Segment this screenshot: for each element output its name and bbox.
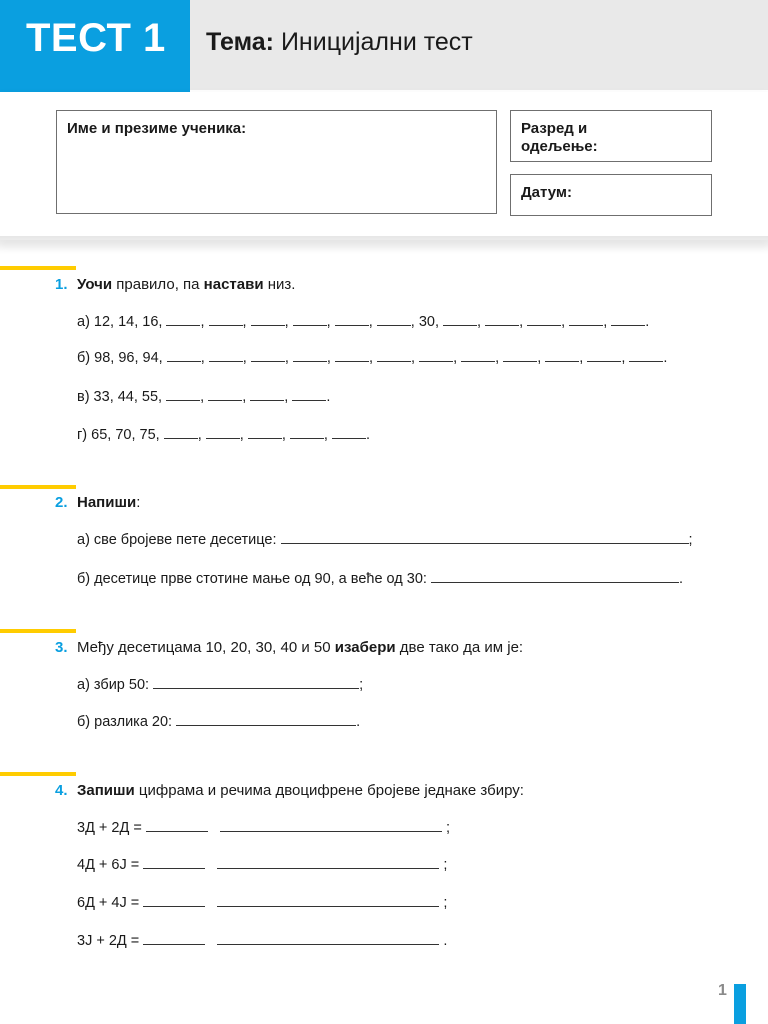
- words-blank[interactable]: [217, 933, 439, 945]
- answer-blank[interactable]: [209, 314, 243, 326]
- answer-blank[interactable]: [208, 389, 242, 401]
- digits-blank[interactable]: [143, 895, 205, 907]
- test-label: ТЕСТ 1: [26, 16, 166, 60]
- answer-blank[interactable]: [166, 314, 200, 326]
- q1-verb-1: Уочи: [77, 276, 113, 293]
- answer-blank[interactable]: [335, 314, 369, 326]
- answer-blank[interactable]: [611, 314, 645, 326]
- words-blank[interactable]: [217, 895, 439, 907]
- q4-verb: Запиши: [77, 782, 135, 799]
- test-badge: [0, 0, 190, 92]
- answer-blank[interactable]: [153, 677, 359, 689]
- answer-blank[interactable]: [164, 427, 198, 439]
- q2-prompt: [77, 494, 140, 511]
- answer-blank[interactable]: [293, 350, 327, 362]
- q1-marker: [0, 266, 76, 270]
- answer-blank[interactable]: [419, 350, 453, 362]
- q2-colon: :: [136, 494, 141, 511]
- date-label: Датум:: [521, 184, 572, 201]
- q1-a-mid: 30,: [418, 314, 444, 330]
- digits-blank[interactable]: [146, 820, 208, 832]
- answer-blank[interactable]: [335, 350, 369, 362]
- q3-marker: [0, 629, 76, 633]
- q2-b-label: б) десетице прве стотине мање од 90, а веће од 30:: [77, 571, 431, 587]
- q1-d-label: г) 65, 70, 75,: [77, 427, 164, 443]
- answer-blank[interactable]: [377, 350, 411, 362]
- q1-prompt: [77, 276, 295, 293]
- q1-row-d: г) 65, 70, 75, , , , , .: [77, 427, 370, 443]
- answer-blank[interactable]: [290, 427, 324, 439]
- page-number-bar: [734, 984, 746, 1024]
- q2-marker: [0, 485, 76, 489]
- answer-blank[interactable]: [167, 350, 201, 362]
- q3-text-1: Међу десетицама 10, 20, 30, 40 и 50: [77, 639, 335, 656]
- q4-r3-label: 6Д + 4Ј =: [77, 895, 144, 911]
- q4-row-2: 4Д + 6Ј = ;: [77, 857, 448, 873]
- answer-blank[interactable]: [527, 314, 561, 326]
- q2-row-a: а) све бројеве пете десетице: ;: [77, 532, 693, 548]
- q1-row-b: б) 98, 96, 94, , , , , , , , , , , , .: [77, 350, 668, 366]
- topic-title: [206, 28, 473, 57]
- answer-blank[interactable]: [485, 314, 519, 326]
- q3-row-b: б) разлика 20: .: [77, 714, 361, 730]
- q2-verb: Напиши: [77, 494, 137, 511]
- digits-blank[interactable]: [143, 933, 205, 945]
- q3-b-label: б) разлика 20:: [77, 714, 177, 730]
- answer-blank[interactable]: [251, 350, 285, 362]
- q1-a-label: а) 12, 14, 16,: [77, 314, 167, 330]
- q1-row-c: в) 33, 44, 55, , , , .: [77, 389, 331, 405]
- q1-row-a: а) 12, 14, 16, , , , , , , 30, , , , , .: [77, 314, 650, 330]
- answer-blank[interactable]: [166, 389, 200, 401]
- q4-prompt: [77, 782, 524, 799]
- q1-number: 1.: [55, 276, 68, 293]
- q3-row-a: а) збир 50: ;: [77, 677, 364, 693]
- answer-blank[interactable]: [176, 714, 356, 726]
- topic-value: Иницијални тест: [280, 28, 473, 56]
- q3-prompt: [77, 639, 523, 656]
- card-shadow: [0, 236, 768, 254]
- class-label: [521, 120, 598, 156]
- q1-b-label: б) 98, 96, 94,: [77, 350, 167, 366]
- answer-blank[interactable]: [292, 389, 326, 401]
- q4-r4-label: 3Ј + 2Д =: [77, 933, 144, 949]
- q4-r1-label: 3Д + 2Д =: [77, 820, 146, 836]
- answer-blank[interactable]: [293, 314, 327, 326]
- answer-blank[interactable]: [250, 389, 284, 401]
- q1-c-label: в) 33, 44, 55,: [77, 389, 167, 405]
- answer-blank[interactable]: [545, 350, 579, 362]
- q3-number: 3.: [55, 639, 68, 656]
- answer-blank[interactable]: [281, 532, 689, 544]
- answer-blank[interactable]: [629, 350, 663, 362]
- q1-text-4: низ.: [263, 276, 296, 293]
- name-field[interactable]: [56, 110, 497, 214]
- answer-blank[interactable]: [443, 314, 477, 326]
- q2-row-b: б) десетице прве стотине мање од 90, а веће од 30: .: [77, 571, 683, 587]
- answer-blank[interactable]: [569, 314, 603, 326]
- q1-text-2: правило, па: [112, 276, 204, 293]
- page-number: 1: [718, 982, 727, 999]
- class-label-line-2: одељење:: [521, 138, 598, 155]
- answer-blank[interactable]: [587, 350, 621, 362]
- class-field[interactable]: [510, 110, 712, 162]
- q3-text-3: две тако да им је:: [395, 639, 524, 656]
- answer-blank[interactable]: [431, 571, 679, 583]
- answer-blank[interactable]: [377, 314, 411, 326]
- name-label: Име и презиме ученика:: [67, 120, 247, 137]
- answer-blank[interactable]: [503, 350, 537, 362]
- q3-verb: изабери: [334, 639, 396, 656]
- q3-a-label: а) збир 50:: [77, 677, 154, 693]
- digits-blank[interactable]: [143, 857, 205, 869]
- class-label-line-1: Разред и: [521, 120, 588, 137]
- q4-row-4: 3Ј + 2Д = .: [77, 933, 448, 949]
- answer-blank[interactable]: [248, 427, 282, 439]
- q2-number: 2.: [55, 494, 68, 511]
- q4-number: 4.: [55, 782, 68, 799]
- words-blank[interactable]: [217, 857, 439, 869]
- answer-blank[interactable]: [332, 427, 366, 439]
- topic-label: Тема:: [206, 28, 274, 56]
- q4-r2-label: 4Д + 6Ј =: [77, 857, 144, 873]
- answer-blank[interactable]: [461, 350, 495, 362]
- answer-blank[interactable]: [209, 350, 243, 362]
- q2-a-label: а) све бројеве пете десетице:: [77, 532, 281, 548]
- answer-blank[interactable]: [206, 427, 240, 439]
- answer-blank[interactable]: [251, 314, 285, 326]
- q1-verb-2: настави: [203, 276, 264, 293]
- date-field[interactable]: [510, 174, 712, 216]
- student-info-card: [0, 92, 768, 240]
- q4-text-2: цифрама и речима двоцифрене бројеве једнаке збиру:: [134, 782, 524, 799]
- q4-row-3: 6Д + 4Ј = ;: [77, 895, 448, 911]
- q4-marker: [0, 772, 76, 776]
- words-blank[interactable]: [220, 820, 442, 832]
- q4-row-1: 3Д + 2Д = ;: [77, 820, 450, 836]
